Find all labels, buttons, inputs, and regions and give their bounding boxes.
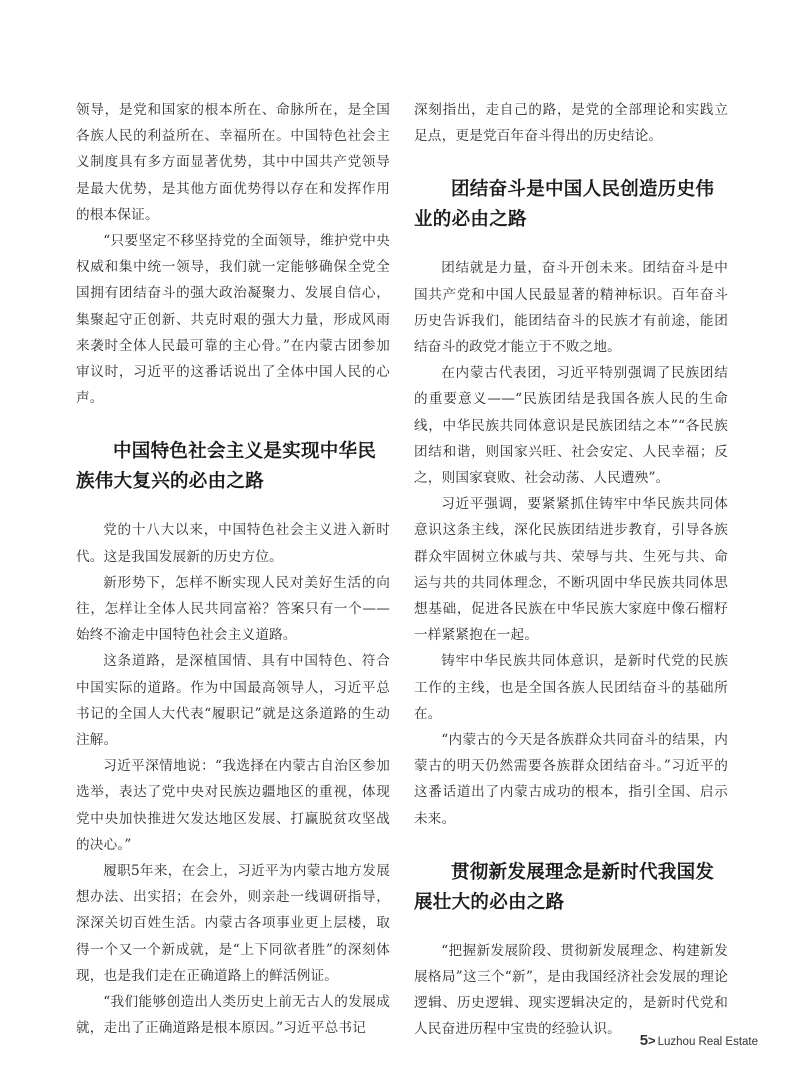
- paragraph: “我们能够创造出人类历史上前无古人的发展成就，走出了正确道路是根本原因。”习近平总书记: [76, 994, 390, 1037]
- left-column: [76, 97, 390, 1042]
- section-heading: 贯彻新发展理念是新时代我国发展壮大的必由之路: [414, 861, 715, 913]
- paragraph: 习近平强调，要紧紧抓住铸牢中华民族共同体意识这条主线，深化民族团结进步教育，引导各族群众牢固树立休戚与共、荣辱与共、生死与共、命运与共的共同体理念，不断巩固中华民族共同体思想基础，促进各民族在中华民族大家庭中像石榴籽一样紧紧抱在一起。: [414, 496, 728, 644]
- paragraph: 党的十八大以来，中国特色社会主义进入新时代。这是我国发展新的历史方位。: [76, 522, 390, 565]
- paragraph: “只要坚定不移坚持党的全面领导，维护党中央权威和集中统一领导，我们就一定能够确保全党全国拥有团结奋斗的强大政治凝聚力、发展自信心，集聚起守正创新、共克时艰的强大力量，形成风雨来袭时全体人民最可靠的主心骨。”在内蒙古团参加审议时，习近平的这番话说出了全体中国人民的心声。: [76, 233, 390, 407]
- paragraph: 这条道路，是深植国情、具有中国特色、符合中国实际的道路。作为中国最高领导人，习近平总书记的全国人大代表“履职记”就是这条道路的生动注解。: [76, 653, 390, 749]
- section-heading: 中国特色社会主义是实现中华民族伟大复兴的必由之路: [76, 441, 377, 493]
- publication-name: Luzhou Real Estate: [657, 1036, 758, 1048]
- arrow-icon: >: [648, 1033, 656, 1048]
- paragraph: 履职5年来，在会上，习近平为内蒙古地方发展想办法、出实招；在会外，则亲赴一线调研指导，深深关切百姓生活。内蒙古各项事业更上层楼，取得一个又一个新成就，是“上下同欲者胜”的深刻体现，也是我们走在正确道路上的鲜活例证。: [76, 863, 390, 984]
- paragraph: 习近平深情地说：“我选择在内蒙古自治区参加选举，表达了党中央对民族边疆地区的重视，体现党中央加快推进欠发达地区发展、打赢脱贫攻坚战的决心。”: [76, 758, 390, 853]
- paragraph: “内蒙古的今天是各族群众共同奋斗的结果，内蒙古的明天仍然需要各族群众团结奋斗。”习近平的这番话道出了内蒙古成功的根本，指引全国、启示未来。: [414, 732, 728, 827]
- paragraph: 团结就是力量，奋斗开创未来。团结奋斗是中国共产党和中国人民最显著的精神标识。百年奋斗历史告诉我们，能团结奋斗的民族才有前途，能团结奋斗的政党才能立于不败之地。: [414, 260, 728, 356]
- paragraph: 在内蒙古代表团，习近平特别强调了民族团结的重要意义——“民族团结是我国各族人民的生命线，中华民族共同体意识是民族团结之本”“各民族团结和谐，则国家兴旺、社会安定、人民幸福；反之，则国家衰败、社会动荡、人民遭殃”。: [414, 365, 728, 487]
- page-number: 5: [639, 1032, 649, 1049]
- paragraph: 领导，是党和国家的根本所在、命脉所在，是全国各族人民的利益所在、幸福所在。中国特色社会主义制度具有多方面显著优势，其中中国共产党领导是最大优势，是其他方面优势得以存在和发挥作用的根本保证。: [76, 102, 390, 223]
- section-heading: 团结奋斗是中国人民创造历史伟业的必由之路: [414, 179, 715, 231]
- paragraph: 铸牢中华民族共同体意识，是新时代党的民族工作的主线，也是全国各族人民团结奋斗的基础所在。: [414, 653, 728, 722]
- paragraph: 深刻指出，走自己的路，是党的全部理论和实践立足点，更是党百年奋斗得出的历史结论。: [414, 102, 728, 145]
- right-column: [414, 97, 728, 1043]
- paragraph: “把握新发展阶段、贯彻新发展理念、构建新发展格局”这三个“新”，是由我国经济社会发展的理论逻辑、历史逻辑、现实逻辑决定的，是新时代党和人民奋进历程中宝贵的经验认识。: [414, 942, 728, 1038]
- paragraph: 新形势下，怎样不断实现人民对美好生活的向往，怎样让全体人民共同富裕？答案只有一个——始终不渝走中国特色社会主义道路。: [76, 574, 390, 644]
- page-footer: [640, 1032, 758, 1049]
